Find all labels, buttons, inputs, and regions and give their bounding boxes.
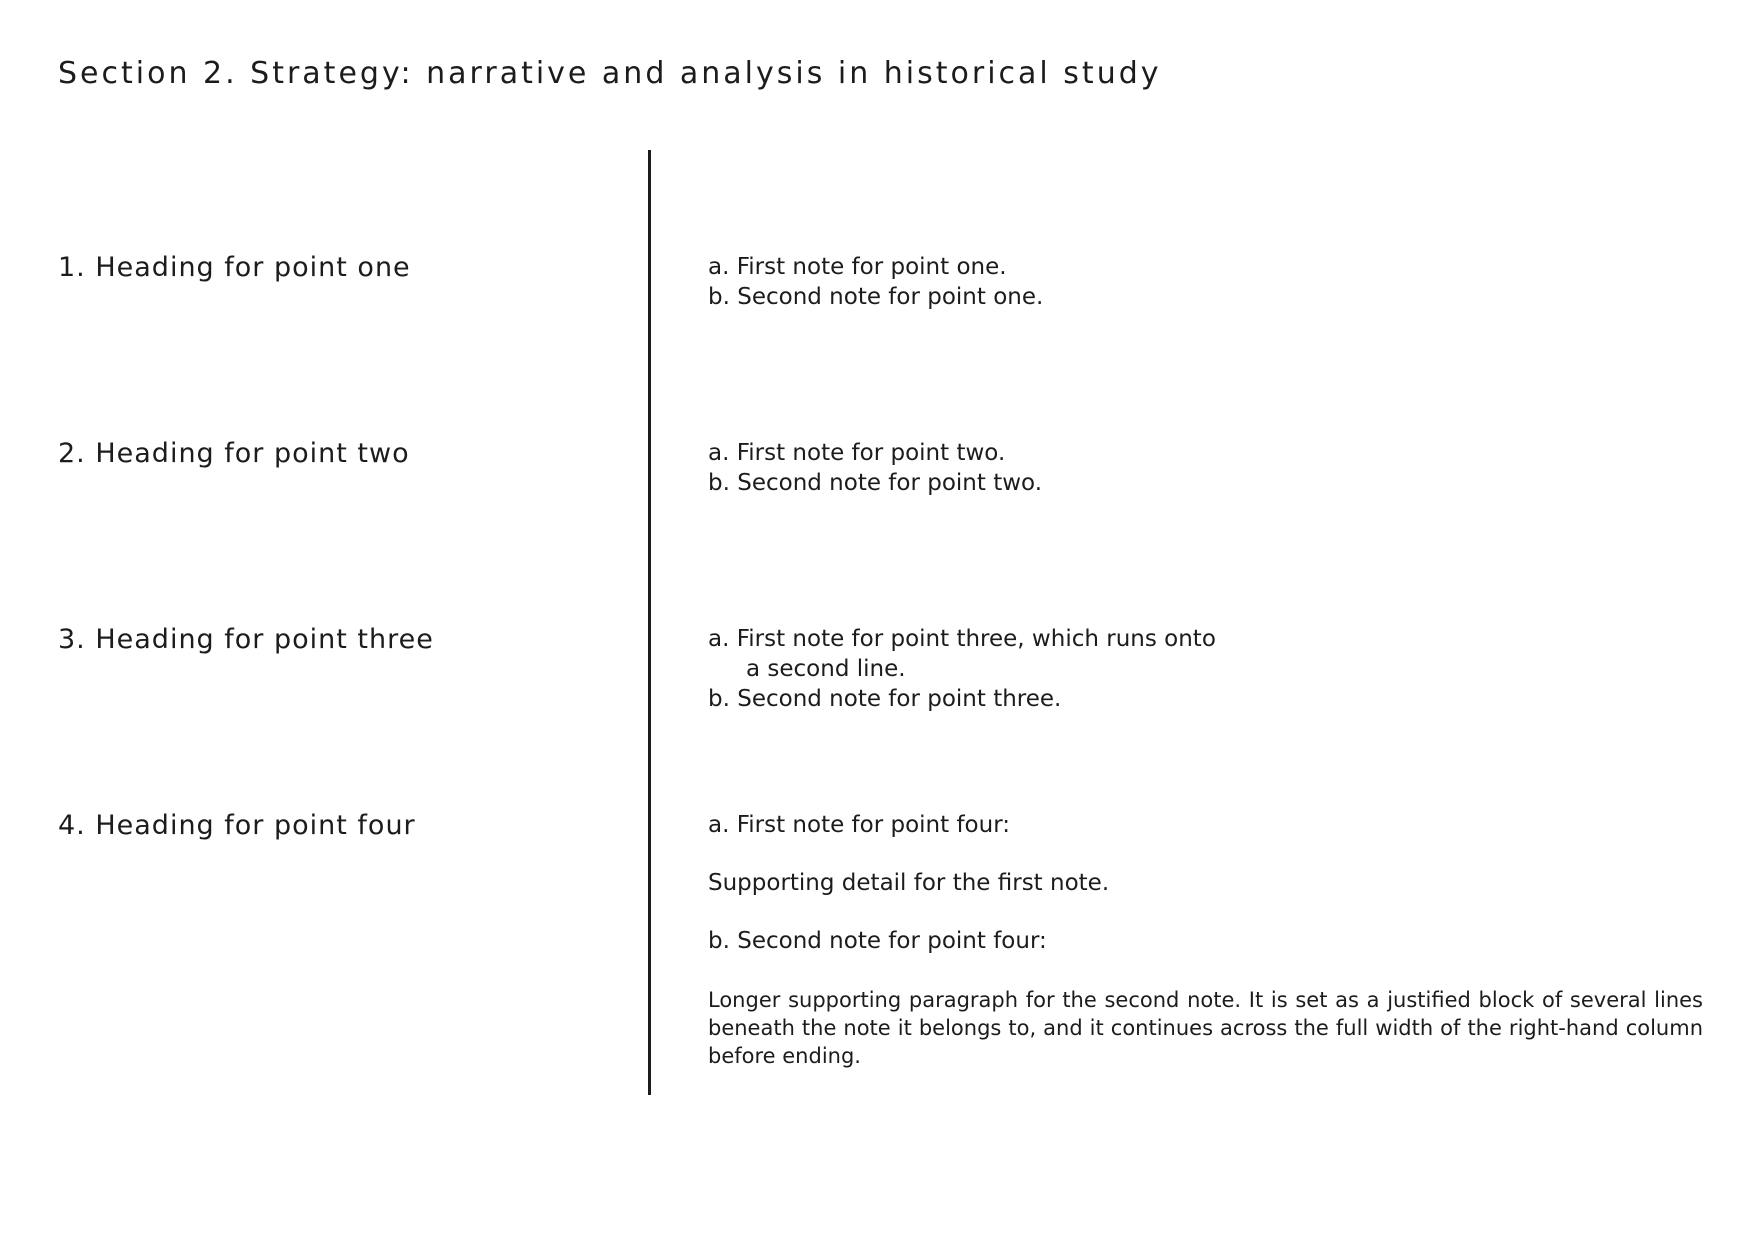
note-3a-continued: a second line. bbox=[746, 656, 906, 682]
heading-point-1: 1. Heading for point one bbox=[58, 252, 411, 283]
notes-point-4 bbox=[708, 810, 1703, 1070]
note-2b: b. Second note for point two. bbox=[708, 470, 1043, 496]
heading-point-2: 2. Heading for point two bbox=[58, 438, 410, 469]
note-1b: b. Second note for point one. bbox=[708, 284, 1044, 310]
notes-point-1 bbox=[708, 252, 1703, 312]
column-divider bbox=[648, 150, 651, 1095]
note-1a: a. First note for point one. bbox=[708, 254, 1007, 280]
notes-point-3 bbox=[708, 624, 1703, 714]
note-4b: b. Second note for point four: bbox=[708, 928, 1047, 954]
note-3a: a. First note for point three, which runs onto bbox=[708, 626, 1216, 652]
note-2a: a. First note for point two. bbox=[708, 440, 1006, 466]
heading-point-3: 3. Heading for point three bbox=[58, 624, 434, 655]
note-4a-detail: Supporting detail for the first note. bbox=[708, 870, 1110, 896]
notes-point-2 bbox=[708, 438, 1703, 498]
note-3b: b. Second note for point three. bbox=[708, 686, 1062, 712]
note-4a: a. First note for point four: bbox=[708, 812, 1011, 838]
heading-point-4: 4. Heading for point four bbox=[58, 810, 416, 841]
note-4b-detail: Longer supporting paragraph for the second note. It is set as a justified block of several lines beneath the note it belongs to, and it continues across the full width of the right-hand column before ending. bbox=[708, 988, 1703, 1068]
page-title: Section 2. Strategy: narrative and analysis in historical study bbox=[58, 56, 1162, 91]
